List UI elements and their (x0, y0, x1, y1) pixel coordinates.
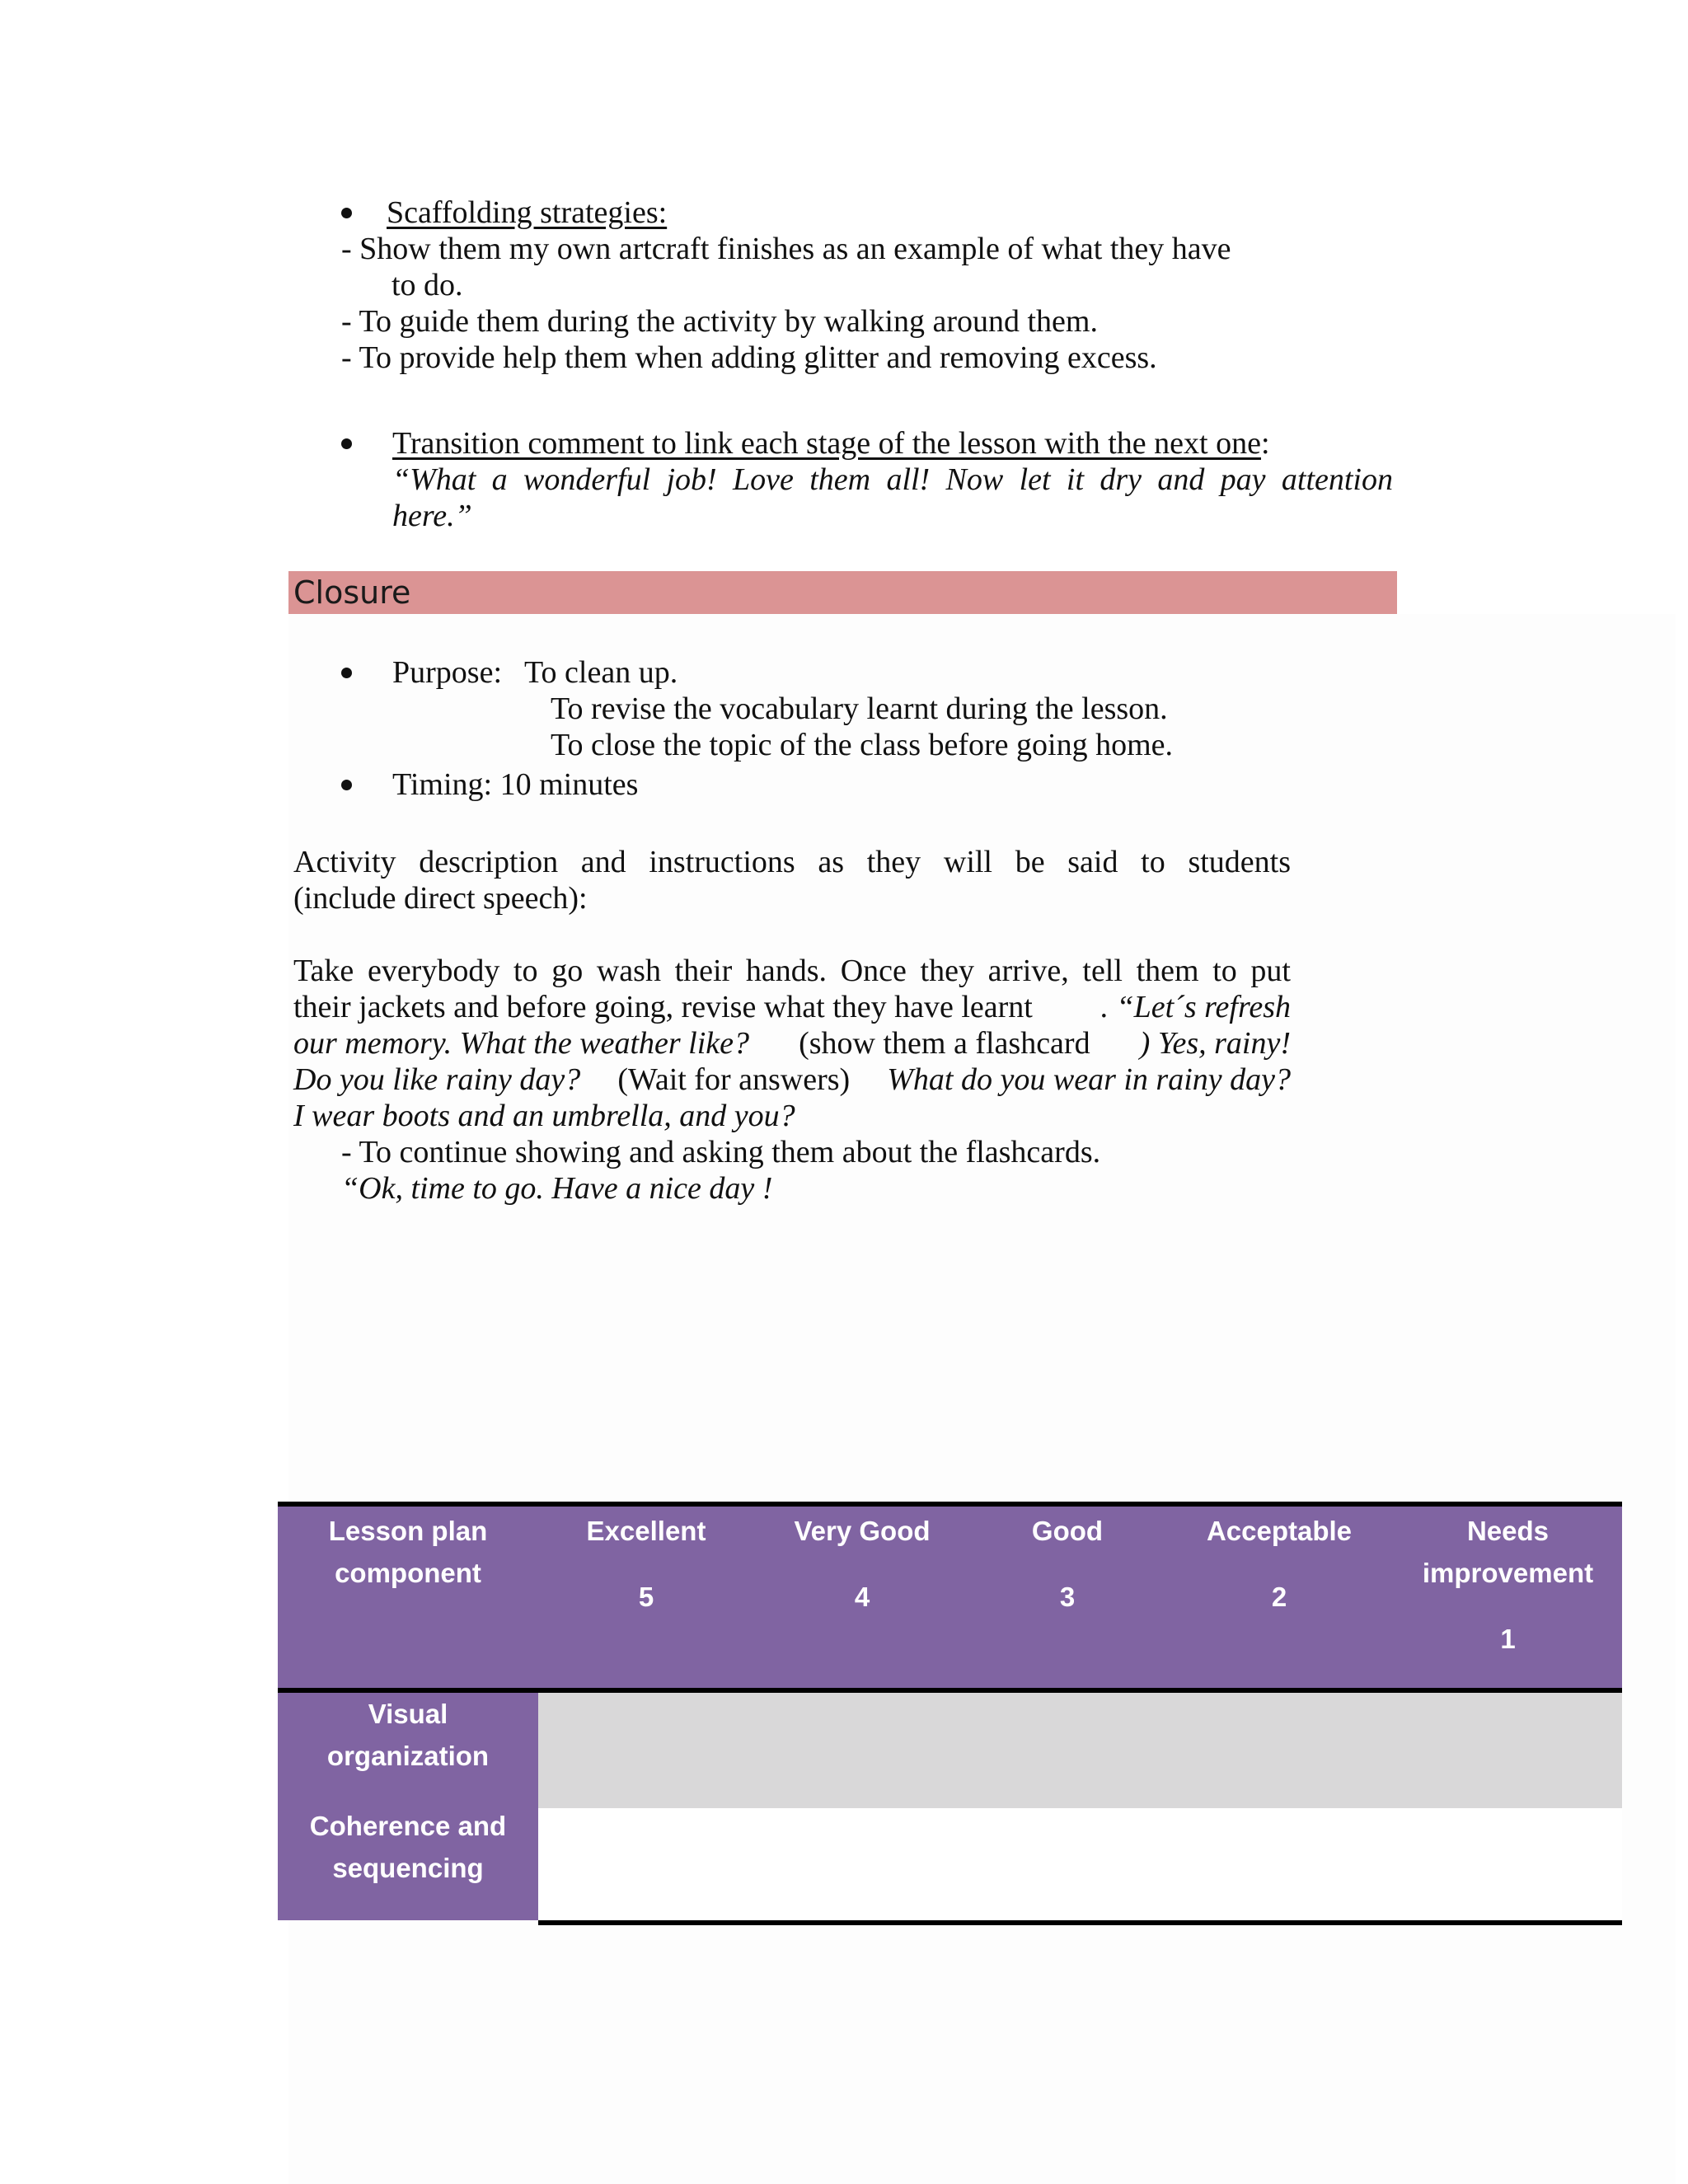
closure-section-bar (288, 571, 1397, 614)
scaffolding-line-1-cont: to do. (392, 268, 463, 302)
activity-text-line-1: Take everybody to go wash their hands. Once they arrive, tell them to put (293, 954, 1291, 988)
transition-quote-line-2: here.” (392, 499, 472, 533)
activity-text-line-2 (293, 989, 1291, 1025)
timing: Timing: 10 minutes (392, 767, 639, 802)
transition-line-1 (392, 425, 1393, 462)
rubric-row-1-cells (538, 1693, 1622, 1808)
activity-text-line-4 (293, 1062, 1291, 1098)
closure-title: Closure (293, 574, 411, 611)
activity-text-line-6: - To continue showing and asking them about the flashcards. (341, 1135, 1101, 1169)
purpose-item-2: To revise the vocabulary learnt during the lesson. (551, 691, 1168, 726)
activity-text-2b: . “Let´s refresh (1100, 990, 1291, 1024)
scaffolding-line-2: - To guide them during the activity by walking around them. (341, 304, 1098, 339)
purpose-item-1: To clean up. (524, 655, 678, 690)
activity-text-4b: (Wait for answers) (617, 1062, 851, 1097)
activity-text-2a: their jackets and before going, revise what they have learnt (293, 990, 1033, 1024)
rubric-score-5: 5 (638, 1582, 654, 1612)
bullet-dot (341, 780, 352, 790)
rubric-header-component: Lesson plan component (328, 1516, 488, 1588)
purpose-label: Purpose: (392, 655, 502, 690)
rubric-row-2-cells (538, 1808, 1622, 1920)
rubric-header-good: Good (1031, 1516, 1104, 1546)
rubric-header-row (278, 1502, 1622, 1693)
activity-text-4c: What do you wear in rainy day? (887, 1062, 1291, 1097)
scaffolding-line-1: - Show them my own artcraft finishes as an example of what they have (341, 232, 1231, 266)
rubric-header-excellent: Excellent (586, 1516, 706, 1546)
activity-text-line-7: “Ok, time to go. Have a nice day ! (341, 1171, 773, 1206)
rubric-score-2: 2 (1271, 1582, 1287, 1612)
transition-label: Transition comment to link each stage of the lesson with the next one (392, 426, 1261, 461)
purpose-item-3: To close the topic of the class before going home. (551, 728, 1174, 762)
rubric-row-2-label-a: Coherence and (309, 1811, 507, 1841)
rubric-header-very-good: Very Good (794, 1516, 931, 1546)
scaffolding-line-3: - To provide help them when adding glitter and removing excess. (341, 340, 1157, 375)
rubric-row-1-label-b: organization (326, 1741, 490, 1771)
activity-text-3b: (show them a flashcard (799, 1026, 1090, 1061)
activity-text-4a: Do you like rainy day? (293, 1062, 581, 1097)
bullet-dot (341, 438, 352, 449)
transition-quote-line-1: “What a wonderful job! Love them all! Now let it dry and pay attention (392, 462, 1393, 497)
rubric-row-1-label-a: Visual (368, 1699, 448, 1729)
activity-text-line-5: I wear boots and an umbrella, and you? (293, 1099, 795, 1133)
activity-text-line-3 (293, 1025, 1291, 1062)
activity-text-3c: ) Yes, rainy! (1139, 1026, 1291, 1061)
rubric-header-acceptable: Acceptable (1206, 1516, 1353, 1546)
rubric-row-2-label-b: sequencing (332, 1853, 484, 1883)
rubric-bottom-border (538, 1920, 1622, 1925)
bullet-dot (341, 668, 352, 678)
activity-heading-line-2: (include direct speech): (293, 881, 588, 916)
activity-text-3a: our memory. What the weather like? (293, 1026, 750, 1061)
rubric-score-3: 3 (1059, 1582, 1076, 1612)
transition-colon: : (1260, 426, 1270, 461)
rubric-score-4: 4 (854, 1582, 870, 1612)
scaffolding-heading: Scaffolding strategies: (387, 195, 668, 230)
rubric-score-1: 1 (1500, 1624, 1516, 1654)
activity-heading-line-1: Activity description and instructions as they will be said to students (293, 845, 1291, 879)
rubric-row-labels (278, 1693, 538, 1920)
bullet-dot (341, 208, 352, 218)
rubric-header-needs-improvement: Needs improvement (1422, 1516, 1594, 1588)
